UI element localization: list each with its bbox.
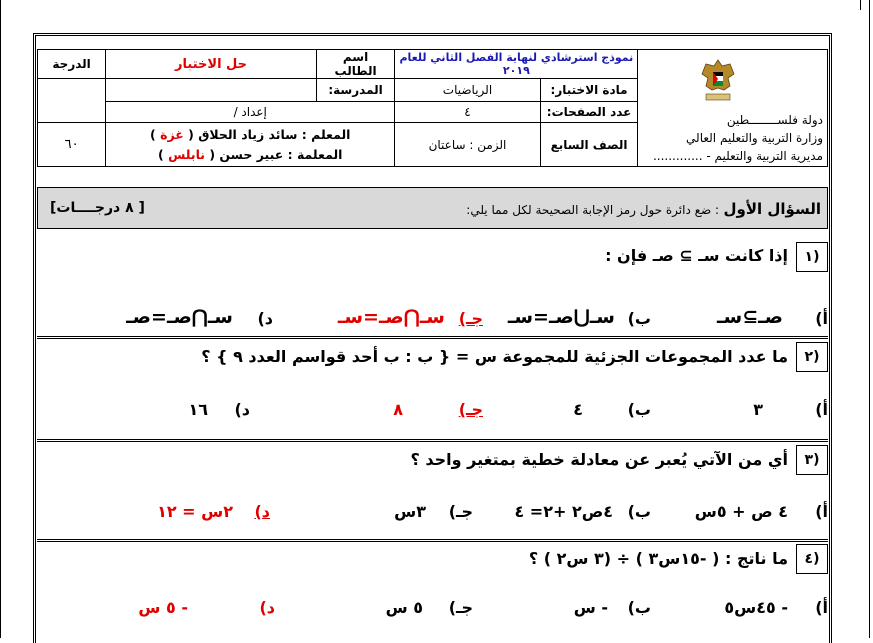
teacher-1: المعلم : سائد زياد الحلاق ( غزة ) [149,126,351,142]
option-text-correct: - ٥ س [138,598,188,617]
option-label: أ) [815,400,828,419]
top-tick [860,0,861,10]
option-text: ١٦ [188,400,208,419]
subject-value: الرياضيات [395,79,540,102]
left-border [0,0,1,638]
right-border [869,0,870,638]
option-text: سـ⋂صـ=صـ [126,306,233,328]
option-label: أ) [815,502,828,521]
option-label: أ) [815,309,828,328]
student-name-label: اسم الطالب [316,50,394,79]
total-score: ٦٠ [38,123,106,167]
option-text: ٤ص٢ +٢= ٤ [514,502,613,521]
question-1-header [37,187,828,229]
option-text-correct: ٨ [393,400,403,419]
option-text: - س [573,598,608,617]
option-label: ب) [627,502,651,521]
option-label-correct: د) [254,502,270,521]
prepared-label: إعداد / [106,102,395,123]
question-1-title: السؤال الأول [723,200,821,218]
time-label: الزمن : ساعتان [395,123,540,167]
separator [37,336,828,339]
subject-label: مادة الاختبار: [540,79,638,102]
option-label-correct: جـ) [458,400,483,419]
class-label: الصف السابع [540,123,638,167]
question-number: ٤) [796,544,828,574]
option-label-correct: جـ) [458,309,483,328]
option-text: ٥ س [385,598,423,617]
option-text-correct: سـ⋂صـ=سـ [337,306,445,328]
state-name: دولة فلســــــــطين [726,113,823,127]
option-text: ٤ [573,400,583,419]
separator [37,439,828,442]
option-label: ب) [627,309,651,328]
pages-value: ٤ [395,102,540,123]
question-1-instruction: : ضع دائرة حول رمز الإجابة الصحيحة لكل مما يلي: [466,203,720,217]
question-text: إذا كانت سـ ⊇ صـ فإن : [605,246,788,265]
grade-label: الدرجة [38,50,106,79]
option-text: سـ⋃صـ=سـ [507,306,615,328]
question-text: ما ناتج : ( -١٥س٣ ) ÷ (٣ س٢ ) ؟ [528,549,788,568]
option-label-correct: د) [259,598,275,617]
directorate-name: مديرية التربية والتعليم - ............. [652,149,823,163]
exam-title: نموذج استرشادي لنهاية الفصل الثاني للعام ٢٠١٩ [395,50,638,79]
grade-value [38,79,106,123]
school-label: المدرسة: [316,79,394,102]
solution-label: حل الاختبار [106,50,317,79]
palestine-eagle-emblem [700,56,736,108]
question-1-instruction-row [466,200,821,218]
question-text: أي من الآتي يُعبر عن معادلة خطية بمتغير واحد ؟ [410,450,788,469]
teacher-2: المعلمة : عبير حسن ( نابلس ) [158,146,343,162]
option-text: صـ⊇سـ [717,306,783,328]
school-value [106,79,317,102]
option-label: د) [234,400,250,419]
option-text-correct: ٢س = ١٢ [157,502,233,521]
ministry-name: وزارة التربية والتعليم العالي [686,131,823,145]
separator [37,539,828,542]
option-label: جـ) [448,598,473,617]
option-text: - ٤٥س٥ [724,598,788,617]
question-number: ٣) [796,445,828,475]
teachers-cell [106,123,395,167]
question-number: ١) [796,242,828,272]
question-number: ٢) [796,342,828,372]
option-label: جـ) [448,502,473,521]
option-label: أ) [815,598,828,617]
option-text: ٣ [753,400,763,419]
option-label: ب) [627,598,651,617]
teacher-2-city: نابلس [168,146,205,162]
option-label: ب) [627,400,651,419]
option-label: د) [257,309,273,328]
option-text: ٤ ص + ٥س [694,502,788,521]
teacher-1-city: غزة [160,126,184,142]
question-text: ما عدد المجموعات الجزئية للمجموعة س = { ب : ب أحد قواسم العدد ٩ } ؟ [201,347,788,366]
pages-label: عدد الصفحات: [540,102,638,123]
option-text: ٣س [394,502,426,521]
question-1-score: [ ٨ درجــــات] [50,200,145,216]
